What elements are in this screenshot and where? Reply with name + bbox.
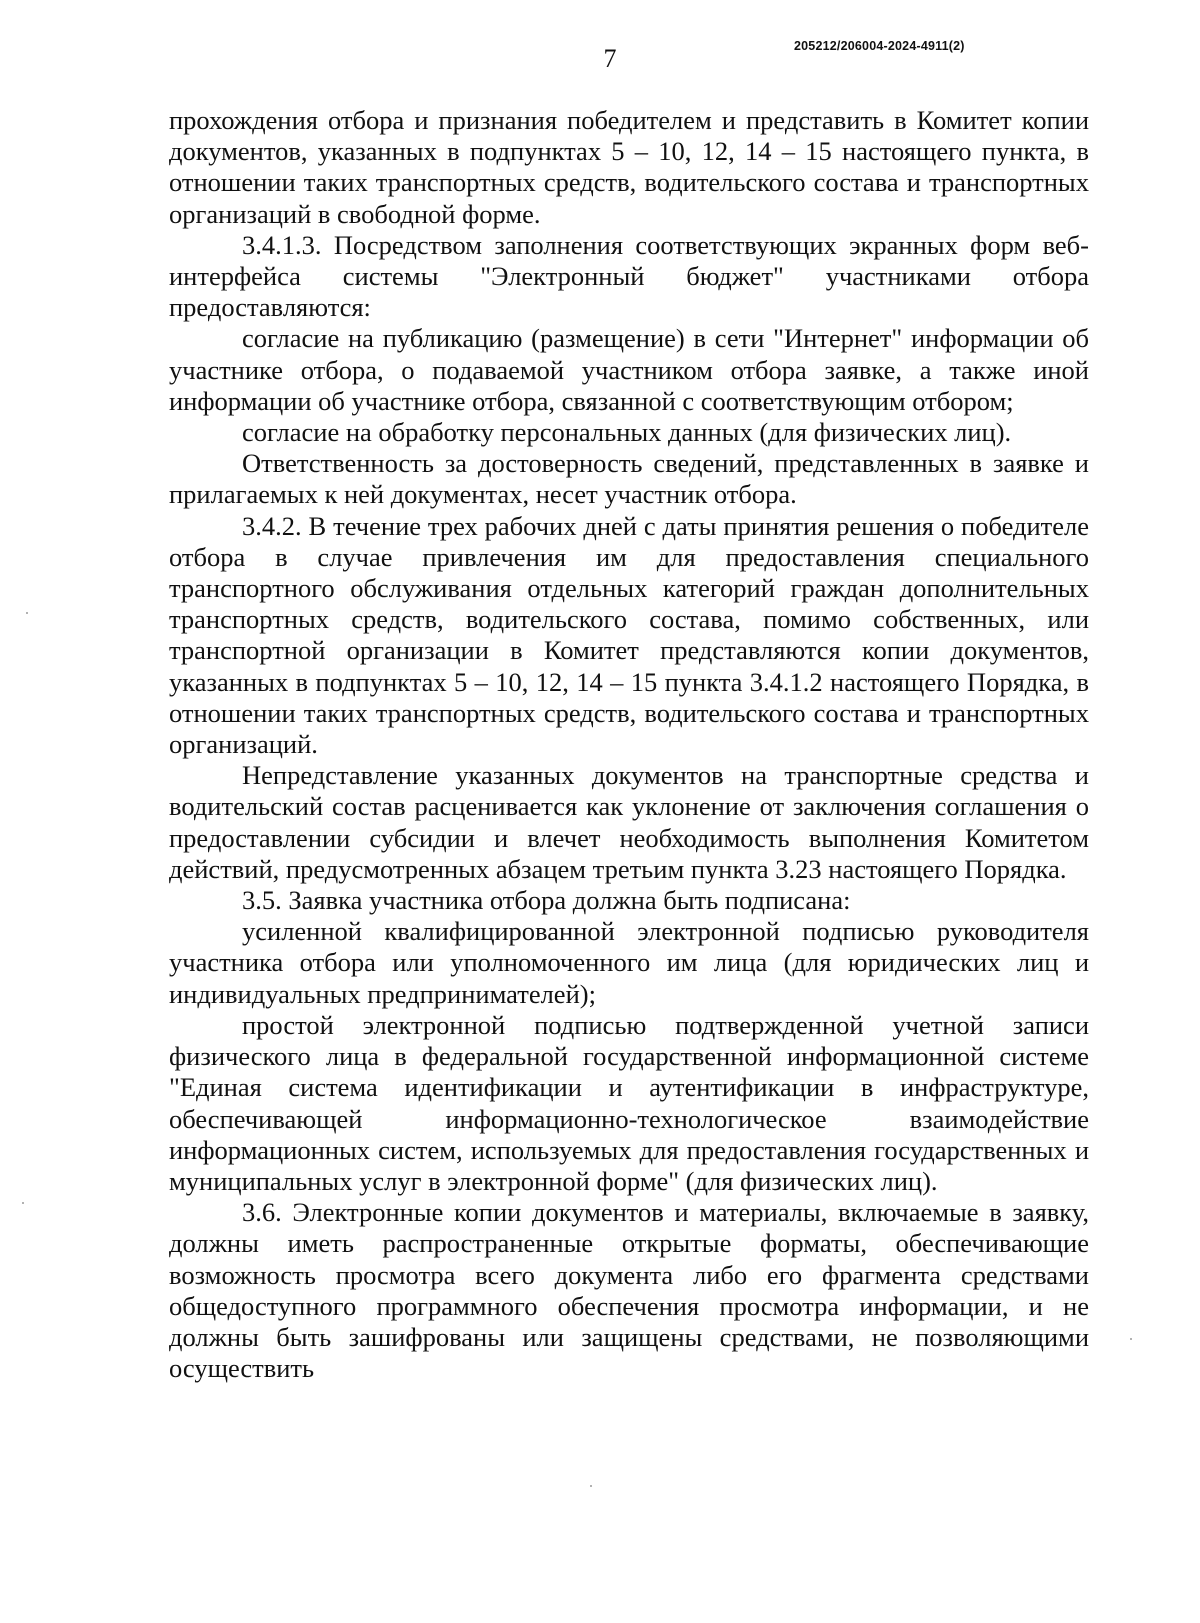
paragraph-3-6: 3.6. Электронные копии документов и материалы, включаемые в заявку, должны иметь распространенные открытые форматы, обеспечивающие возможность просмотра всего документа либо его фрагмента средствами общедоступного программного обеспечения просмотра информации, и не должны быть зашифрованы или защищены средствами, не позволяющими осуществить bbox=[169, 1197, 1089, 1384]
paragraph-non-submission: Непредставление указанных документов на транспортные средства и водительский состав расценивается как уклонение от заключения соглашения о предоставлении субсидии и влечет необходимость выполнения Комитетом действий, предусмотренных абзацем третьим пункта 3.23 настоящего Порядка. bbox=[169, 760, 1089, 884]
document-id: 205212/206004-2024-4911(2) bbox=[794, 39, 965, 53]
scan-speck bbox=[26, 612, 28, 614]
page-number: 7 bbox=[603, 44, 617, 73]
scan-speck bbox=[590, 1485, 592, 1487]
scan-speck bbox=[1130, 1338, 1132, 1340]
paragraph-3-4-1-3: 3.4.1.3. Посредством заполнения соответствующих экранных форм веб-интерфейса системы "Электронный бюджет" участниками отбора предоставляются: bbox=[169, 229, 1089, 323]
paragraph-simple-signature: простой электронной подписью подтвержденной учетной записи физического лица в федеральной государственной информационной системе "Единая система идентификации и аутентификации в инфраструктуре, обеспечивающей информационно-технологическое взаимодействие информационных систем, используемых для предоставления государственных и муниципальных услуг в электронной форме" (для физических лиц). bbox=[169, 1009, 1089, 1196]
paragraph-qualified-signature: усиленной квалифицированной электронной подписью руководителя участника отбора или уполномоченного им лица (для юридических лиц и индивидуальных предпринимателей); bbox=[169, 916, 1089, 1009]
document-body bbox=[169, 105, 1089, 1384]
paragraph-responsibility: Ответственность за достоверность сведений, представленных в заявке и прилагаемых к ней документах, несет участник отбора. bbox=[169, 448, 1089, 510]
paragraph-consent-personal-data: согласие на обработку персональных данных (для физических лиц). bbox=[242, 417, 1012, 448]
paragraph-3-4-2: 3.4.2. В течение трех рабочих дней с даты принятия решения о победителе отбора в случае привлечения им для предоставления специального транспортного обслуживания отдельных категорий граждан дополнительных транспортных средств, водительского состава, помимо собственных, или транспортной организации в Комитет представляются копии документов, указанных в подпунктах 5 – 10, 12, 14 – 15 пункта 3.4.1.2 настоящего Порядка, в отношении таких транспортных средств, водительского состава и транспортных организаций. bbox=[169, 510, 1089, 760]
paragraph-continuation: прохождения отбора и признания победителем и представить в Комитет копии документов, указанных в подпунктах 5 – 10, 12, 14 – 15 настоящего пункта, в отношении таких транспортных средств, водительского состава и транспортных организаций в свободной форме. bbox=[169, 105, 1089, 229]
paragraph-consent-publication: согласие на публикацию (размещение) в сети "Интернет" информации об участнике отбора, о подаваемой участником отбора заявке, а также иной информации об участнике отбора, связанной с соответствующим отбором; bbox=[169, 323, 1089, 416]
paragraph-3-5: 3.5. Заявка участника отбора должна быть подписана: bbox=[242, 885, 851, 916]
scan-speck bbox=[22, 1202, 24, 1204]
